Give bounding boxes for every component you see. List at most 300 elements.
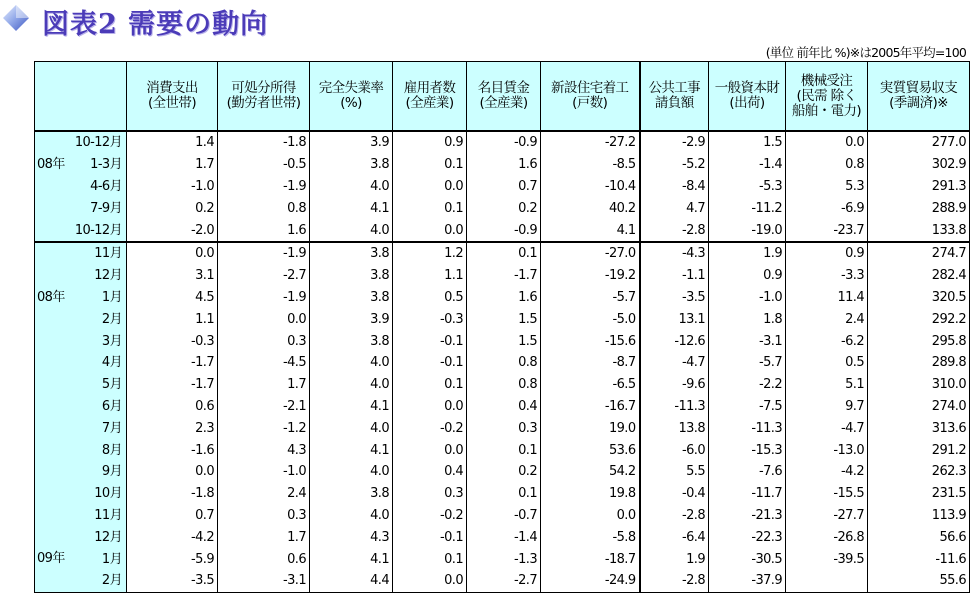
value-cell: 4.1: [541, 219, 640, 242]
value-cell: 4.0: [310, 417, 393, 439]
value-cell: 0.0: [393, 176, 467, 198]
value-cell: 4.0: [310, 505, 393, 527]
column-header-line: 消費支出: [146, 80, 198, 96]
value-cell: -2.2: [709, 374, 786, 396]
value-cell: 3.8: [310, 242, 393, 265]
value-cell: 320.5: [868, 287, 970, 309]
value-cell: -2.1: [218, 396, 310, 418]
period-cell: [35, 483, 127, 505]
value-cell: 0.7: [467, 176, 541, 198]
value-cell: 289.8: [868, 352, 970, 374]
value-cell: -3.5: [127, 570, 218, 592]
value-cell: 0.3: [218, 505, 310, 527]
period-label: 12月: [94, 268, 122, 284]
column-header: [709, 62, 786, 132]
period-cell: [35, 526, 127, 548]
value-cell: -4.7: [640, 352, 709, 374]
period-label: 7月: [101, 420, 122, 436]
value-cell: -5.3: [709, 176, 786, 198]
value-cell: -10.4: [541, 176, 640, 198]
value-cell: 1.4: [127, 131, 218, 154]
value-cell: 274.0: [868, 396, 970, 418]
value-cell: -9.6: [640, 374, 709, 396]
value-cell: -2.9: [640, 131, 709, 154]
value-cell: 1.9: [709, 242, 786, 265]
value-cell: 40.2: [541, 197, 640, 219]
table-row: [35, 483, 970, 505]
period-label: 11月: [94, 507, 122, 523]
period-cell: [35, 417, 127, 439]
value-cell: -11.3: [640, 396, 709, 418]
column-header-line: (全産業): [479, 95, 528, 111]
value-cell: 11.4: [786, 287, 868, 309]
value-cell: 1.9: [640, 548, 709, 570]
value-cell: 1.7: [127, 154, 218, 176]
value-cell: -5.9: [127, 548, 218, 570]
period-label: 10-12月: [74, 222, 122, 238]
value-cell: -1.8: [127, 483, 218, 505]
value-cell: 0.9: [786, 242, 868, 265]
value-cell: -1.0: [709, 287, 786, 309]
value-cell: 0.4: [467, 396, 541, 418]
value-cell: 0.1: [467, 483, 541, 505]
period-cell: [35, 131, 127, 154]
value-cell: 1.7: [218, 374, 310, 396]
value-cell: -8.5: [541, 154, 640, 176]
table-row: [35, 219, 970, 242]
value-cell: 0.0: [393, 219, 467, 242]
value-cell: 0.0: [393, 396, 467, 418]
title-bar: [0, 0, 600, 40]
value-cell: -27.7: [786, 505, 868, 527]
value-cell: 1.6: [467, 154, 541, 176]
period-label: 6月: [101, 398, 122, 414]
value-cell: -7.5: [709, 396, 786, 418]
column-header-line: 一般資本財: [714, 80, 780, 96]
period-label: 4月: [101, 355, 122, 371]
year-label: 09年: [37, 551, 65, 567]
value-cell: -18.7: [541, 548, 640, 570]
value-cell: -11.6: [868, 548, 970, 570]
value-cell: -2.8: [640, 570, 709, 592]
value-cell: 0.1: [393, 197, 467, 219]
value-cell: 4.4: [310, 570, 393, 592]
value-cell: 0.7: [127, 505, 218, 527]
value-cell: -27.0: [541, 242, 640, 265]
value-cell: -8.7: [541, 352, 640, 374]
value-cell: 295.8: [868, 330, 970, 352]
value-cell: 4.3: [310, 526, 393, 548]
period-label: 1月: [101, 551, 122, 567]
value-cell: 0.2: [127, 197, 218, 219]
value-cell: -11.3: [709, 417, 786, 439]
value-cell: 1.1: [393, 265, 467, 287]
column-header-line: (全世帯): [147, 95, 197, 111]
value-cell: -1.6: [127, 439, 218, 461]
period-cell: [35, 176, 127, 198]
value-cell: 0.0: [541, 505, 640, 527]
table-row: [35, 548, 970, 570]
value-cell: -22.3: [709, 526, 786, 548]
column-header-line: 請負額: [654, 95, 694, 111]
value-cell: 4.1: [310, 439, 393, 461]
value-cell: -5.8: [541, 526, 640, 548]
period-label: 7-9月: [90, 200, 122, 216]
value-cell: -2.7: [218, 265, 310, 287]
value-cell: 4.1: [310, 197, 393, 219]
period-label: 5月: [101, 377, 122, 393]
period-cell: [35, 570, 127, 592]
column-header-line: (民需 除く: [796, 87, 857, 104]
value-cell: 0.9: [709, 265, 786, 287]
period-label: 12月: [94, 529, 122, 545]
year-label: 08年: [37, 289, 65, 305]
period-cell: [35, 330, 127, 352]
value-cell: -6.5: [541, 374, 640, 396]
value-cell: -11.2: [709, 197, 786, 219]
value-cell: -0.4: [640, 483, 709, 505]
column-header-line: (出荷): [729, 95, 765, 111]
value-cell: -27.2: [541, 131, 640, 154]
value-cell: 1.8: [709, 308, 786, 330]
value-cell: 4.0: [310, 352, 393, 374]
value-cell: 0.8: [467, 352, 541, 374]
value-cell: -21.3: [709, 505, 786, 527]
table-body: [35, 131, 970, 592]
value-cell: -30.5: [709, 548, 786, 570]
value-cell: 292.2: [868, 308, 970, 330]
table-row: [35, 396, 970, 418]
value-cell: -1.7: [127, 352, 218, 374]
value-cell: -16.7: [541, 396, 640, 418]
value-cell: 0.8: [218, 197, 310, 219]
value-cell: -6.0: [640, 439, 709, 461]
period-cell: [35, 374, 127, 396]
value-cell: -1.8: [218, 131, 310, 154]
value-cell: -8.4: [640, 176, 709, 198]
value-cell: -0.3: [393, 308, 467, 330]
table-row: [35, 570, 970, 592]
period-label: 2月: [101, 311, 122, 327]
column-header: [640, 62, 709, 132]
value-cell: 0.8: [786, 154, 868, 176]
value-cell: 2.4: [786, 308, 868, 330]
value-cell: 2.3: [127, 417, 218, 439]
value-cell: -0.1: [393, 330, 467, 352]
value-cell: 1.6: [467, 287, 541, 309]
value-cell: 3.8: [310, 287, 393, 309]
period-cell: [35, 197, 127, 219]
value-cell: -0.2: [393, 505, 467, 527]
period-label: 10-12月: [74, 135, 122, 151]
value-cell: 302.9: [868, 154, 970, 176]
table-row: [35, 461, 970, 483]
value-cell: -3.5: [640, 287, 709, 309]
value-cell: 291.3: [868, 176, 970, 198]
value-cell: -39.5: [786, 548, 868, 570]
value-cell: 0.0: [393, 570, 467, 592]
column-header-line: 完全失業率: [318, 80, 384, 96]
value-cell: -1.7: [467, 265, 541, 287]
value-cell: -0.2: [393, 417, 467, 439]
table-row: [35, 352, 970, 374]
column-header-line: 船舶・電力): [791, 102, 862, 119]
value-cell: 3.8: [310, 330, 393, 352]
period-cell: [35, 505, 127, 527]
value-cell: 56.6: [868, 526, 970, 548]
value-cell: -5.0: [541, 308, 640, 330]
value-cell: 0.5: [393, 287, 467, 309]
value-cell: -1.9: [218, 176, 310, 198]
value-cell: 1.5: [467, 308, 541, 330]
period-label: 2月: [101, 573, 122, 589]
value-cell: -23.7: [786, 219, 868, 242]
value-cell: -4.2: [127, 526, 218, 548]
value-cell: -0.9: [467, 131, 541, 154]
value-cell: 0.2: [467, 197, 541, 219]
table-row: [35, 242, 970, 265]
table-row: [35, 374, 970, 396]
value-cell: 0.6: [127, 396, 218, 418]
value-cell: 0.8: [467, 374, 541, 396]
period-cell: [35, 242, 127, 265]
value-cell: 5.3: [786, 176, 868, 198]
value-cell: -19.2: [541, 265, 640, 287]
period-cell: [35, 308, 127, 330]
value-cell: -15.3: [709, 439, 786, 461]
period-label: 8月: [101, 442, 122, 458]
value-cell: -0.9: [467, 219, 541, 242]
value-cell: 274.7: [868, 242, 970, 265]
value-cell: 291.2: [868, 439, 970, 461]
value-cell: -1.9: [218, 287, 310, 309]
value-cell: -1.4: [709, 154, 786, 176]
table-row: [35, 265, 970, 287]
value-cell: 13.1: [640, 308, 709, 330]
value-cell: 3.8: [310, 483, 393, 505]
period-cell: [35, 461, 127, 483]
column-header-line: 公共工事: [648, 80, 701, 96]
value-cell: -13.0: [786, 439, 868, 461]
value-cell: 19.0: [541, 417, 640, 439]
value-cell: -2.0: [127, 219, 218, 242]
table-row: [35, 287, 970, 309]
value-cell: 4.5: [127, 287, 218, 309]
value-cell: 1.1: [127, 308, 218, 330]
value-cell: 3.8: [310, 154, 393, 176]
value-cell: -4.3: [640, 242, 709, 265]
value-cell: -4.2: [786, 461, 868, 483]
period-label: 11月: [94, 246, 122, 262]
table-header: [35, 62, 970, 132]
table-row: [35, 176, 970, 198]
period-label: 4-6月: [90, 178, 122, 194]
table-row: [35, 330, 970, 352]
header-row: [35, 62, 970, 132]
table-row: [35, 197, 970, 219]
period-cell: [35, 548, 127, 570]
unit-note: (単位 前年比 %)※は2005年平均=100: [765, 45, 966, 60]
demand-table: [34, 61, 970, 593]
column-header: [467, 62, 541, 132]
value-cell: -0.3: [127, 330, 218, 352]
value-cell: -6.9: [786, 197, 868, 219]
value-cell: 54.2: [541, 461, 640, 483]
value-cell: -1.7: [127, 374, 218, 396]
value-cell: -5.7: [709, 352, 786, 374]
table-row: [35, 439, 970, 461]
value-cell: -4.5: [218, 352, 310, 374]
value-cell: 0.3: [393, 483, 467, 505]
table-row: [35, 154, 970, 176]
column-header-line: 新設住宅着工: [551, 80, 629, 96]
year-label: 08年: [37, 156, 65, 172]
column-header-line: 雇用者数: [403, 80, 456, 96]
value-cell: 310.0: [868, 374, 970, 396]
value-cell: 0.1: [393, 548, 467, 570]
value-cell: 262.3: [868, 461, 970, 483]
period-label: 10月: [94, 486, 122, 502]
value-cell: 3.9: [310, 308, 393, 330]
column-header-line: (季調済)※: [889, 95, 948, 111]
table-row: [35, 308, 970, 330]
value-cell: -0.1: [393, 526, 467, 548]
period-label: 9月: [101, 464, 122, 480]
value-cell: -2.8: [640, 219, 709, 242]
value-cell: 4.7: [640, 197, 709, 219]
value-cell: 288.9: [868, 197, 970, 219]
column-header-line: (%): [340, 95, 362, 111]
value-cell: 313.6: [868, 417, 970, 439]
value-cell: 4.0: [310, 219, 393, 242]
column-header-line: 可処分所得: [231, 80, 296, 96]
value-cell: 3.9: [310, 131, 393, 154]
value-cell: 5.1: [786, 374, 868, 396]
table-row: [35, 526, 970, 548]
value-cell: 1.6: [218, 219, 310, 242]
value-cell: 133.8: [868, 219, 970, 242]
value-cell: -0.7: [467, 505, 541, 527]
value-cell: -1.4: [467, 526, 541, 548]
value-cell: 231.5: [868, 483, 970, 505]
value-cell: 4.0: [310, 176, 393, 198]
column-header-line: 実質貿易収支: [879, 80, 958, 96]
value-cell: -3.1: [709, 330, 786, 352]
value-cell: 53.6: [541, 439, 640, 461]
value-cell: -15.5: [786, 483, 868, 505]
value-cell: 0.0: [218, 308, 310, 330]
column-header: [541, 62, 640, 132]
value-cell: 9.7: [786, 396, 868, 418]
value-cell: -1.2: [218, 417, 310, 439]
value-cell: 0.0: [127, 461, 218, 483]
value-cell: -1.0: [127, 176, 218, 198]
value-cell: -1.3: [467, 548, 541, 570]
value-cell: [786, 570, 868, 592]
column-header-line: 機械受注: [800, 72, 853, 89]
value-cell: 0.6: [218, 548, 310, 570]
value-cell: -1.1: [640, 265, 709, 287]
value-cell: 0.5: [786, 352, 868, 374]
value-cell: -7.6: [709, 461, 786, 483]
column-header: [310, 62, 393, 132]
value-cell: 4.0: [310, 374, 393, 396]
period-cell: [35, 352, 127, 374]
column-header-line: (戸数): [572, 95, 608, 111]
period-cell: [35, 219, 127, 242]
value-cell: -37.9: [709, 570, 786, 592]
period-label: 1-3月: [90, 157, 122, 173]
value-cell: -4.7: [786, 417, 868, 439]
value-cell: 0.1: [393, 374, 467, 396]
column-header: [218, 62, 310, 132]
value-cell: -0.1: [393, 352, 467, 374]
period-cell: [35, 439, 127, 461]
period-cell: [35, 154, 127, 176]
value-cell: 4.1: [310, 396, 393, 418]
value-cell: -11.7: [709, 483, 786, 505]
value-cell: 1.7: [218, 526, 310, 548]
column-header-line: (勤労者世帯): [226, 95, 301, 111]
value-cell: 0.0: [393, 439, 467, 461]
value-cell: 4.3: [218, 439, 310, 461]
value-cell: 0.1: [393, 154, 467, 176]
value-cell: 3.8: [310, 265, 393, 287]
value-cell: -2.7: [467, 570, 541, 592]
value-cell: -19.0: [709, 219, 786, 242]
value-cell: 0.3: [218, 330, 310, 352]
column-header-line: (全産業): [405, 95, 454, 111]
value-cell: 1.2: [393, 242, 467, 265]
table-row: [35, 417, 970, 439]
value-cell: 19.8: [541, 483, 640, 505]
page-title: 図表2 需要の動向: [42, 9, 269, 40]
value-cell: 282.4: [868, 265, 970, 287]
value-cell: -5.7: [541, 287, 640, 309]
header-corner: [35, 62, 127, 132]
value-cell: -24.9: [541, 570, 640, 592]
value-cell: -3.3: [786, 265, 868, 287]
value-cell: 55.6: [868, 570, 970, 592]
value-cell: 2.4: [218, 483, 310, 505]
column-header: [393, 62, 467, 132]
value-cell: -6.2: [786, 330, 868, 352]
value-cell: -5.2: [640, 154, 709, 176]
column-header: [127, 62, 218, 132]
value-cell: -2.8: [640, 505, 709, 527]
period-cell: [35, 265, 127, 287]
value-cell: 4.1: [310, 548, 393, 570]
period-label: 3月: [101, 333, 122, 349]
value-cell: 1.5: [709, 131, 786, 154]
column-header: [868, 62, 970, 132]
value-cell: 4.0: [310, 461, 393, 483]
value-cell: 0.1: [467, 439, 541, 461]
value-cell: 13.8: [640, 417, 709, 439]
column-header-line: 名目賃金: [477, 80, 530, 96]
value-cell: 0.1: [467, 242, 541, 265]
value-cell: 0.2: [467, 461, 541, 483]
value-cell: 0.4: [393, 461, 467, 483]
diamond-icon: [2, 4, 30, 32]
value-cell: -12.6: [640, 330, 709, 352]
value-cell: 277.0: [868, 131, 970, 154]
value-cell: 3.1: [127, 265, 218, 287]
table-row: [35, 131, 970, 154]
table-row: [35, 505, 970, 527]
value-cell: -15.6: [541, 330, 640, 352]
value-cell: 0.3: [467, 417, 541, 439]
